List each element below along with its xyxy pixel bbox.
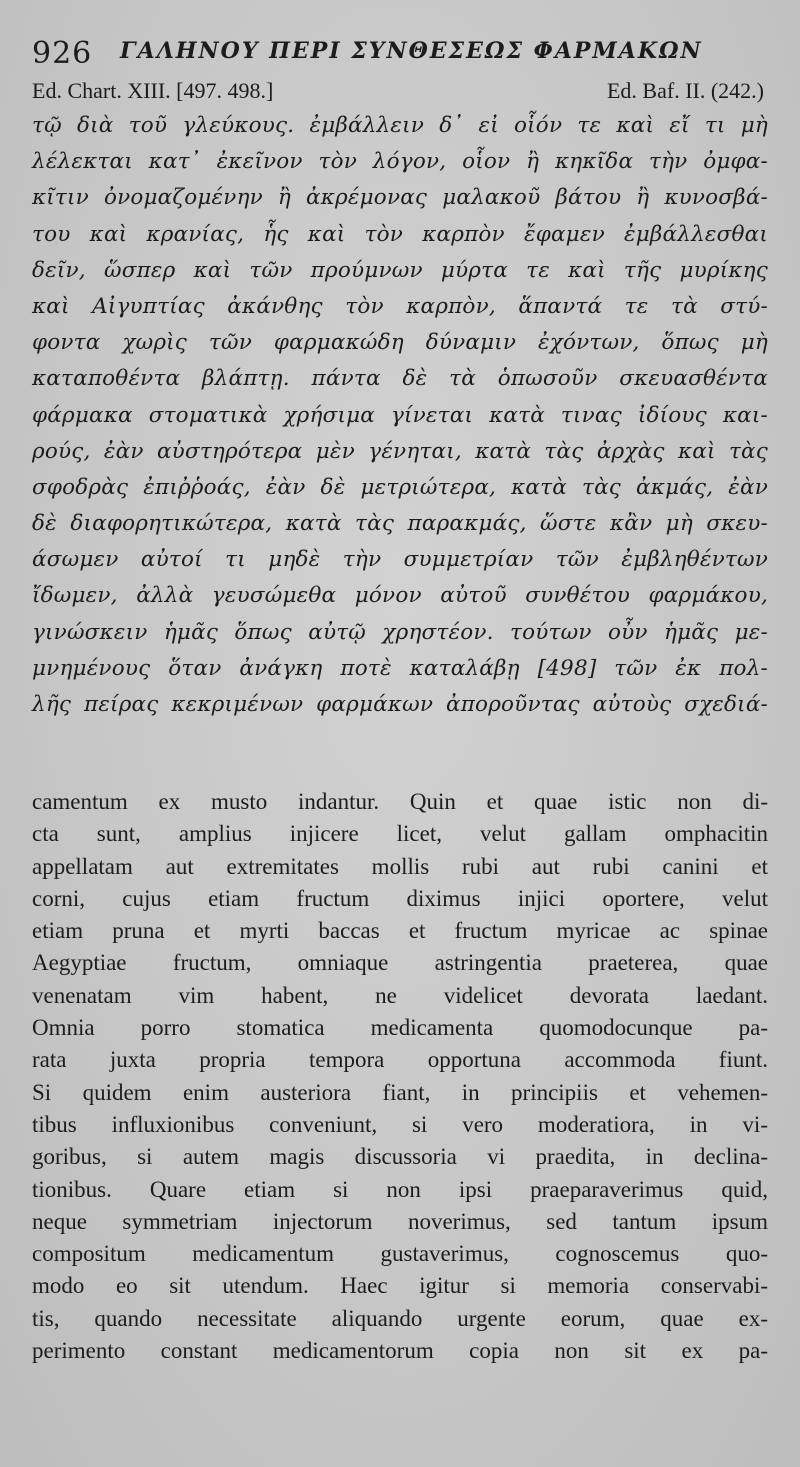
edition-reference-line [32, 78, 772, 108]
latin-line: Aegyptiae fructum, omniaque astringentia praeterea, quae [32, 950, 768, 976]
greek-line: καταποθέντα βλάπτῃ. πάντα δὲ τὰ ὁπωσοῦν σκευασθέντα [32, 366, 768, 392]
latin-line: Si quidem enim austeriora fiant, in principiis et vehemen- [32, 1079, 768, 1105]
edition-chartier-reference: Ed. Chart. XIII. [497. 498.] [32, 78, 274, 103]
greek-line: φοντα χωρὶς τῶν φαρμακώδη δύναμιν ἐχόντων, ὅπως μὴ [32, 330, 768, 356]
page-number: 926 [32, 36, 93, 71]
latin-line: appellatam aut extremitates mollis rubi aut rubi canini et [32, 853, 768, 879]
latin-line: tis, quando necessitate aliquando urgente eorum, quae ex- [32, 1305, 768, 1331]
greek-line: δεῖν, ὥσπερ καὶ τῶν προύμνων μύρτα τε καὶ τῆς μυρίκης [32, 257, 768, 283]
greek-line: ἴδωμεν, ἀλλὰ γευσώμεθα μόνον αὐτοῦ συνθέτου φαρμάκου, [32, 583, 768, 609]
latin-line: venenatam vim habent, ne videlicet devorata laedant. [32, 982, 768, 1008]
latin-line: modo eo sit utendum. Haec igitur si memoria conservabi- [32, 1273, 768, 1299]
running-title: ΓΑΛΗΝΟΥ ΠΕΡΙ ΣΥΝΘΕΣΕΩΣ ΦΑΡΜΑΚΩΝ [120, 38, 703, 64]
latin-line: etiam pruna et myrti baccas et fructum myricae ac spinae [32, 918, 768, 944]
greek-line: του καὶ κρανίας, ἧς καὶ τὸν καρπὸν ἔφαμεν ἐμβάλλεσθαι [32, 221, 768, 247]
latin-line: perimento constant medicamentorum copia non sit ex pa- [32, 1338, 768, 1364]
latin-line: Omnia porro stomatica medicamenta quomodocunque pa- [32, 1015, 768, 1041]
latin-line: camentum ex musto indantur. Quin et quae istic non di- [32, 789, 768, 814]
greek-line: γινώσκειν ἡμᾶς ὅπως αὐτῷ χρηστέον. τούτων οὖν ἡμᾶς με- [32, 619, 768, 645]
greek-line: κῖτιν ὀνομαζομένην ἢ ἀκρέμονας μαλακοῦ βάτου ἢ κυνοσβά- [32, 185, 768, 211]
latin-line: tibus influxionibus conveniunt, si vero moderatiora, in vi- [32, 1111, 768, 1137]
latin-line: rata juxta propria tempora opportuna accommoda fiunt. [32, 1047, 768, 1073]
latin-line: compositum medicamentum gustaverimus, cognoscemus quo- [32, 1241, 768, 1267]
running-head [32, 30, 772, 70]
greek-line: σφοδρὰς ἐπιῤῥοάς, ἐὰν δὲ μετριώτερα, κατὰ τὰς ἀκμάς, ἐὰν [32, 474, 768, 500]
greek-line: δὲ διαφορητικώτερα, κατὰ τὰς παρακμάς, ὥστε κἂν μὴ σκευ- [32, 511, 768, 537]
latin-line: goribus, si autem magis discussoria vi praedita, in declina- [32, 1144, 768, 1170]
latin-line: neque symmetriam injectorum noverimus, sed tantum ipsum [32, 1208, 768, 1234]
greek-text-block [32, 108, 768, 723]
greek-line: ρούς, ἐὰν αὐστηρότερα μὲν γένηται, κατὰ τὰς ἀρχὰς καὶ τὰς [32, 438, 768, 464]
greek-line: καὶ Αἰγυπτίας ἀκάνθης τὸν καρπὸν, ἅπαντά τε τὰ στύ- [32, 293, 768, 319]
latin-text-block [32, 786, 768, 1367]
edition-basel-reference: Ed. Baf. II. (242.) [606, 78, 764, 103]
latin-line: corni, cujus etiam fructum diximus injici oportere, velut [32, 885, 768, 911]
greek-line: φάρμακα στοματικὰ χρήσιμα γίνεται κατὰ τινας ἰδίους και- [32, 402, 768, 428]
latin-line: tionibus. Quare etiam si non ipsi praeparaverimus quid, [32, 1176, 768, 1202]
greek-line: μνημένους ὅταν ἀνάγκη ποτὲ καταλάβῃ [498] τῶν ἐκ πολ- [32, 655, 768, 681]
latin-line: cta sunt, amplius injicere licet, velut gallam omphacitin [32, 821, 768, 847]
greek-line: τῷ διὰ τοῦ γλεύκους. ἐμβάλλειν δ᾽ εἰ οἷόν τε καὶ εἴ τι μὴ [32, 113, 768, 138]
greek-line: λέλεκται κατ᾽ ἐκεῖνον τὸν λόγον, οἷον ἢ κηκῖδα τὴν ὀμφα- [32, 149, 768, 175]
greek-line: άσωμεν αὐτοί τι μηδὲ τὴν συμμετρίαν τῶν ἐμβληθέντων [32, 547, 768, 573]
greek-line: λῆς πείρας κεκριμένων φαρμάκων ἀποροῦντας αὐτοὺς σχεδιά- [32, 692, 768, 717]
